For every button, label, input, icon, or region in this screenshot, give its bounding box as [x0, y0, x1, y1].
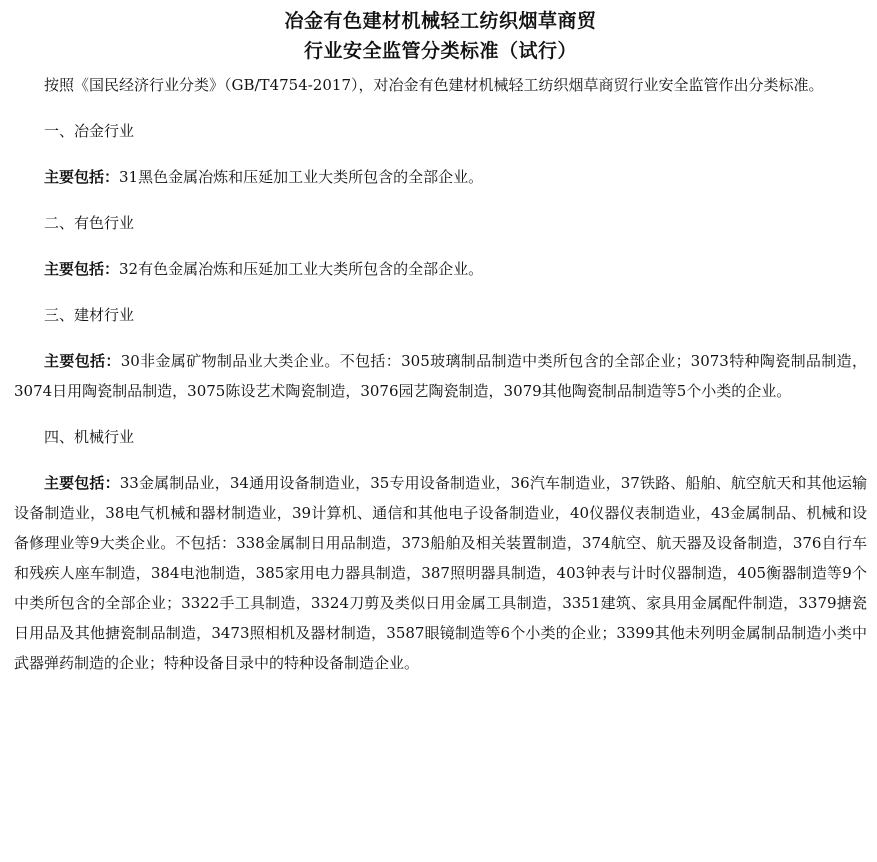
section-metallurgy [14, 116, 867, 192]
section-building-materials [14, 300, 867, 406]
document-title-line-2: 行业安全监管分类标准（试行） [303, 40, 577, 62]
section-lead: 主要包括： [44, 260, 120, 278]
section-body: 30非金属矿物制品业大类企业。不包括：305玻璃制品制造中类所包含的全部企业；3073特种陶瓷制品制造，3074日用陶瓷制品制造，3075陈设艺术陶瓷制造，3076园艺陶瓷制造，3079其他陶瓷制品制造等5个小类的企业。 [14, 352, 867, 400]
section-nonferrous [14, 208, 867, 284]
section-paragraph [14, 346, 867, 406]
section-lead: 主要包括： [44, 168, 120, 186]
document-title-line-1: 冶金有色建材机械轻工纺织烟草商贸 [284, 10, 597, 32]
section-lead: 主要包括： [44, 474, 120, 492]
section-body: 31黑色金属冶炼和压延加工业大类所包含的全部企业。 [119, 168, 484, 186]
section-heading: 三、建材行业 [44, 306, 135, 324]
section-paragraph [14, 254, 867, 284]
section-body: 33金属制品业，34通用设备制造业，35专用设备制造业，36汽车制造业，37铁路、船舶、航空航天和其他运输设备制造业，38电气机械和器材制造业，39计算机、通信和其他电子设备制造业，40仪器仪表制造业，43金属制品、机械和设备修理业等9大类企业。不包括：338金属制日用品制造，373船舶及相关装置制造，374航空、航天器及设备制造，376自行车和残疾人座车制造，384电池制造，385家用电力器具制造，387照明器具制造，403钟表与计时仪器制造，405衡器制造等9个中类所包含的全部企业；3322手工具制造，3324刀剪及类似日用金属工具制造，3351建筑、家具用金属配件制造，3379搪瓷日用品及其他搪瓷制品制造，3473照相机及器材制造，3587眼镜制造等6个小类的企业；3399其他未列明金属制品制造小类中武器弹药制造的企业；特种设备目录中的特种设备制造企业。 [14, 474, 867, 672]
section-heading: 一、冶金行业 [44, 122, 135, 140]
section-machinery [14, 422, 867, 678]
intro-paragraph: 按照《国民经济行业分类》（GB/T4754-2017），对冶金有色建材机械轻工纺织烟草商贸行业安全监管作出分类标准。 [44, 76, 824, 94]
section-body: 32有色金属冶炼和压延加工业大类所包含的全部企业。 [119, 260, 484, 278]
section-paragraph [14, 162, 867, 192]
section-heading: 四、机械行业 [44, 428, 135, 446]
section-lead: 主要包括： [44, 352, 121, 370]
section-paragraph [14, 468, 867, 678]
section-heading: 二、有色行业 [44, 214, 135, 232]
